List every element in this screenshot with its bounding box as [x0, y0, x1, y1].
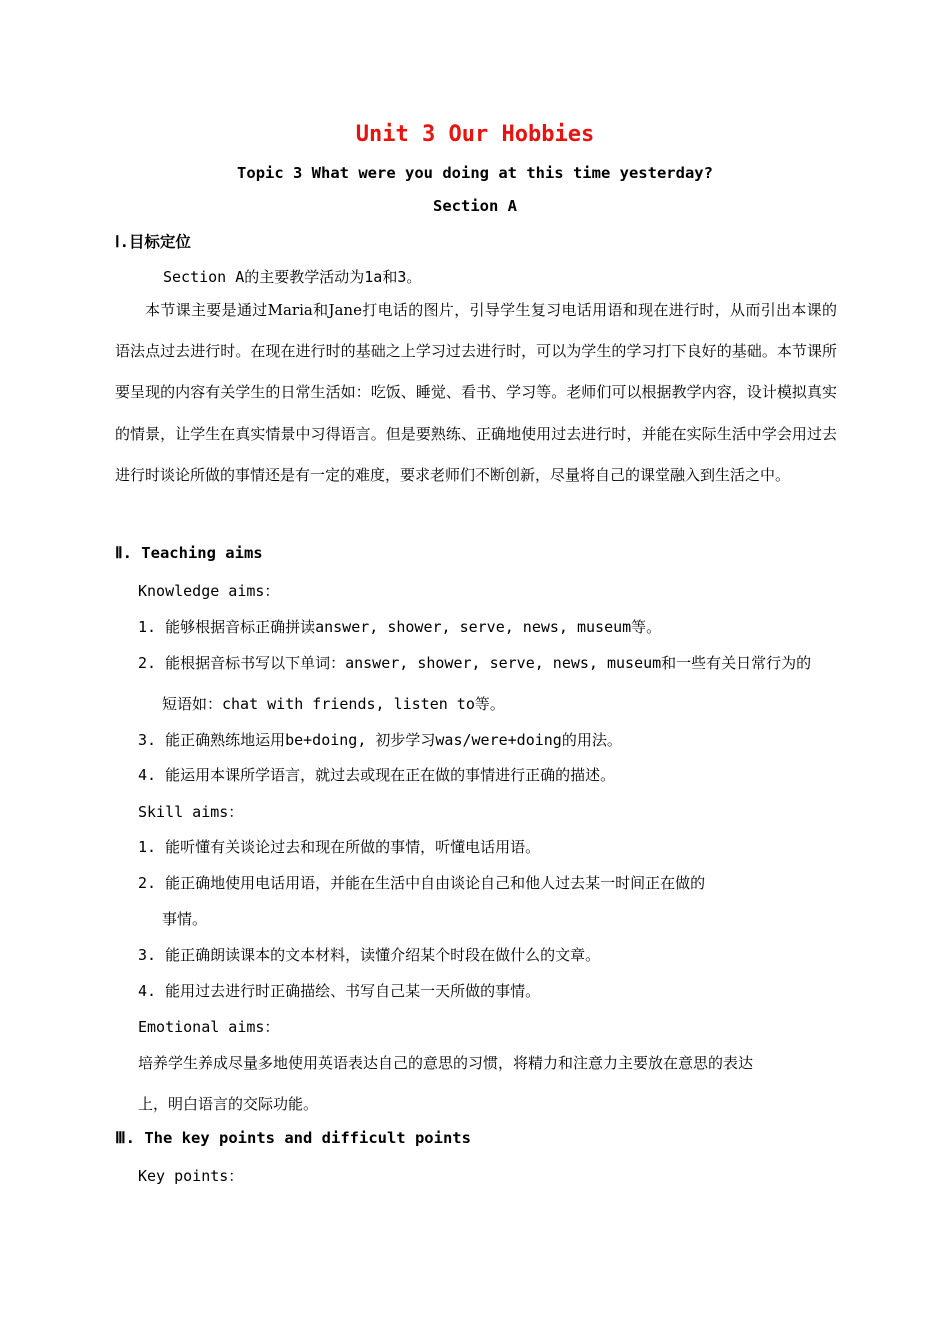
skill-aim-item: 2. 能正确地使用电话用语，并能在生活中自由谈论自己和他人过去某一时间正在做的	[138, 874, 706, 892]
skill-aims-label: Skill aims：	[138, 803, 244, 821]
part1-heading: Ⅰ.目标定位	[115, 233, 191, 251]
knowledge-aim-item: 2. 能根据音标书写以下单词：answer, shower, serve, news, museum和一些有关日常行为的	[138, 654, 812, 672]
document-title: Unit 3 Our Hobbies	[355, 122, 595, 147]
section-heading: Section A	[433, 197, 517, 215]
skill-aim-item-continued: 事情。	[162, 910, 208, 928]
part1-paragraph: 本节课主要是通过Maria和Jane打电话的图片，引导学生复习电话用语和现在进行时，从而引出本课的语法点过去进行时。在现在进行时的基础之上学习过去进行时，可以为学生的学习打下良好的基础。本节课所要呈现的内容有关学生的日常生活如：吃饭、睡觉、看书、学习等。老师们可以根据教学内容，设计模拟真实的情景，让学生在真实情景中习得语言。但是要熟练、正确地使用过去进行时，并能在实际生活中学会用过去进行时谈论所做的事情还是有一定的难度，要求老师们不断创新，尽量将自己的课堂融入到生活之中。	[115, 301, 837, 484]
skill-aim-item: 4. 能用过去进行时正确描绘、书写自己某一天所做的事情。	[138, 982, 541, 1000]
knowledge-aim-item: 1. 能够根据音标正确拼读answer, shower, serve, news, museum等。	[138, 618, 662, 636]
skill-aim-item: 1. 能听懂有关谈论过去和现在所做的事情，听懂电话用语。	[138, 838, 541, 856]
emotional-aim-line: 培养学生养成尽量多地使用英语表达自己的意思的习惯，将精力和注意力主要放在意思的表达	[138, 1054, 754, 1072]
knowledge-aims-label: Knowledge aims：	[138, 582, 280, 600]
key-points-label: Key points：	[138, 1167, 244, 1185]
emotional-aims-label: Emotional aims：	[138, 1018, 280, 1036]
part2-heading: Ⅱ. Teaching aims	[115, 544, 263, 562]
knowledge-aim-item: 4. 能运用本课所学语言，就过去或现在正在做的事情进行正确的描述。	[138, 766, 616, 784]
part1-intro: Section A的主要教学活动为1a和3。	[163, 268, 422, 286]
knowledge-aim-item: 3. 能正确熟练地运用be+doing, 初步学习was/were+doing的用法。	[138, 731, 622, 749]
emotional-aim-line: 上，明白语言的交际功能。	[138, 1095, 319, 1113]
knowledge-aim-item-continued: 短语如：chat with friends, listen to等。	[162, 695, 505, 713]
skill-aim-item: 3. 能正确朗读课本的文本材料，读懂介绍某个时段在做什么的文章。	[138, 946, 601, 964]
topic-heading: Topic 3 What were you doing at this time yesterday?	[237, 164, 713, 182]
part3-heading: Ⅲ. The key points and difficult points	[115, 1129, 471, 1147]
